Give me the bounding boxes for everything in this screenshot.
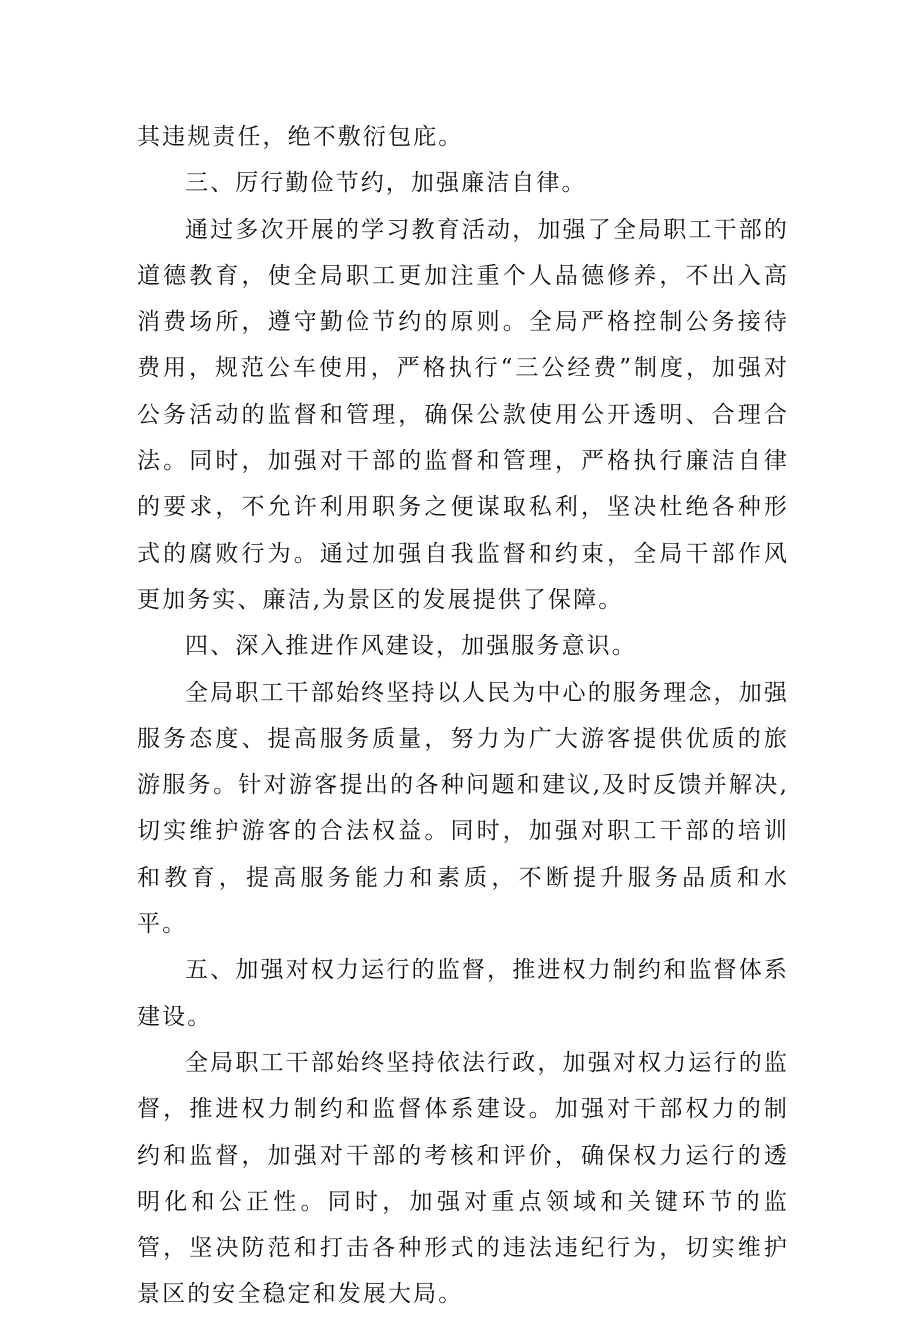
section-heading-3: 三、厉行勤俭节约，加强廉洁自律。 xyxy=(185,170,587,197)
section-heading-5: 五、加强对权力运行的监督，推进权力制约和监督体系建设。 xyxy=(137,957,789,1030)
document-body xyxy=(137,114,789,1318)
paragraph-section-4: 全局职工干部始终坚持以人民为中心的服务理念，加强服务态度、提高服务质量，努力为广大游客提供优质的旅游服务。针对游客提出的各种问题和建议,及时反馈并解决,切实维护游客的合法权益。同时，加强对职工干部的培训和教育，提高服务能力和素质，不断提升服务品质和水平。 xyxy=(137,679,789,938)
section-heading-4: 四、深入推进作风建设，加强服务意识。 xyxy=(185,633,637,660)
paragraph-section-3: 通过多次开展的学习教育活动，加强了全局职工干部的道德教育，使全局职工更加注重个人品德修养，不出入高消费场所，遵守勤俭节约的原则。全局严格控制公务接待费用，规范公车使用，严格执行“三公经费”制度，加强对公务活动的监督和管理，确保公款使用公开透明、合理合法。同时，加强对干部的监督和管理，严格执行廉洁自律的要求，不允许利用职务之便谋取私利，坚决杜绝各种形式的腐败行为。通过加强自我监督和约束，全局干部作风更加务实、廉洁,为景区的发展提供了保障。 xyxy=(137,216,789,613)
paragraph-section-5: 全局职工干部始终坚持依法行政，加强对权力运行的监督，推进权力制约和监督体系建设。加强对干部权力的制约和监督，加强对干部的考核和评价，确保权力运行的透明化和公正性。同时，加强对重点领域和关键环节的监管，坚决防范和打击各种形式的违法违纪行为，切实维护景区的安全稳定和发展大局。 xyxy=(137,1049,789,1308)
paragraph-continuation: 其违规责任，绝不敷衍包庇。 xyxy=(137,124,464,150)
